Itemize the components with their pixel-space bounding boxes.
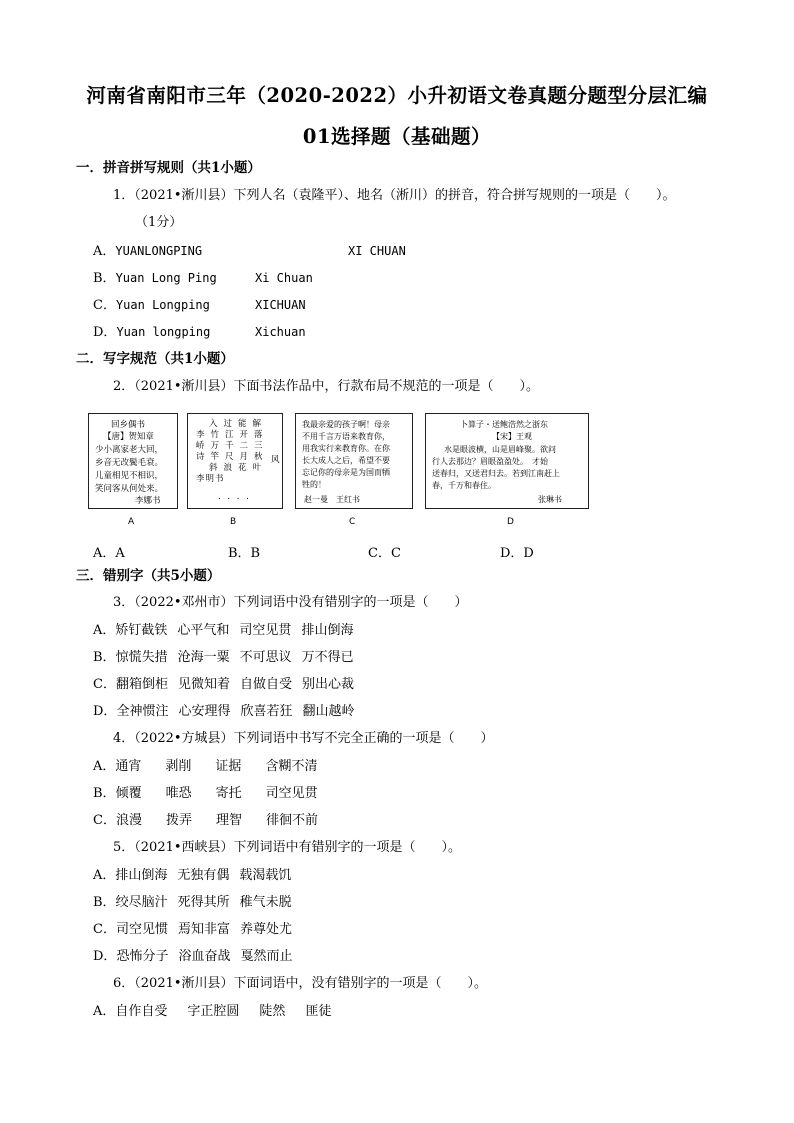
option-letter: C． bbox=[93, 922, 116, 937]
option-place-pinyin: XI CHUAN bbox=[348, 244, 406, 258]
panel-signature: 李娜书 bbox=[135, 496, 161, 506]
word: 惊慌失措 bbox=[115, 650, 168, 665]
question-3-option-a bbox=[93, 623, 363, 639]
section-heading-typos: 三．错别字（共5小题） bbox=[76, 568, 221, 584]
panel-line: 忘记你的母亲是为国而牺 bbox=[302, 468, 390, 477]
question-5-option-a bbox=[93, 868, 301, 884]
question-4-option-c bbox=[93, 813, 328, 829]
panel-line: 不用千言万语来教育你， bbox=[302, 432, 390, 441]
panel-line: 水是眼波横，山是眉峰聚。欲问 bbox=[444, 445, 556, 454]
question-5-option-b bbox=[93, 895, 302, 911]
question-4-option-b bbox=[93, 786, 328, 802]
section-heading-pinyin: 一．拼音拼写规则（共1小题） bbox=[76, 160, 261, 176]
word: 排山倒海 bbox=[301, 623, 354, 638]
calligraphy-panel-b bbox=[187, 413, 283, 509]
word: 绞尽脑汁 bbox=[115, 895, 168, 910]
panel-line: 我最亲爱的孩子啊！母亲 bbox=[302, 420, 390, 429]
word: 心安理得 bbox=[178, 704, 231, 719]
question-3-option-c bbox=[93, 677, 364, 693]
question-6-stem: 6．（2021•淅川县）下面词语中，没有错别字的一项是（ ）。 bbox=[113, 976, 488, 991]
question-3-option-b bbox=[93, 650, 364, 666]
panel-row: 诗竿尺月秋 bbox=[196, 452, 269, 462]
word: 见微知着 bbox=[177, 677, 230, 692]
option-place-pinyin: XICHUAN bbox=[255, 298, 306, 312]
panel-line: 行人去那边？眉眼盈盈处。 才始 bbox=[432, 457, 548, 466]
word: 陡然 bbox=[259, 1004, 286, 1019]
panel-line: 牲的！ bbox=[302, 480, 326, 489]
question-6-option-a bbox=[93, 1004, 341, 1020]
word: 含糊不清 bbox=[265, 759, 318, 774]
panel-row: 李竹江开落 bbox=[196, 430, 269, 440]
panel-row: 入过能解 bbox=[209, 419, 268, 429]
word: 唯恐 bbox=[165, 786, 192, 801]
word: 自作自受 bbox=[115, 1004, 168, 1019]
option-letter: A． bbox=[93, 1004, 116, 1019]
word: 司空见惯 bbox=[115, 922, 168, 937]
word: 匪徒 bbox=[305, 1004, 332, 1019]
word: 稚气未脱 bbox=[239, 895, 292, 910]
panel-line: 用我实行来教育你。在你 bbox=[302, 444, 390, 453]
panel-line: 少小离家老大回， bbox=[95, 445, 164, 455]
option-letter: C． bbox=[93, 298, 116, 313]
option-letter: D． bbox=[93, 325, 117, 340]
option-letter: C． bbox=[93, 813, 116, 828]
panel-line: 乡音无改鬓毛衰。 bbox=[95, 458, 164, 468]
question-2-stem: 2．（2021•淅川县）下面书法作品中，行款布局不规范的一项是（ ）。 bbox=[113, 379, 540, 394]
option-letter: D． bbox=[93, 949, 117, 964]
option-letter: B． bbox=[93, 271, 116, 286]
option-letter: B． bbox=[93, 650, 116, 665]
word: 徘徊不前 bbox=[266, 813, 319, 828]
page-subtitle: 01选择题（基础题） bbox=[302, 125, 492, 148]
word: 自做自受 bbox=[239, 677, 292, 692]
word: 倾覆 bbox=[115, 786, 142, 801]
question-5-stem: 5．（2021•西峡县）下列词语中有错别字的一项是（ ）。 bbox=[113, 840, 462, 855]
panel-line: 【唐】贺知章 bbox=[103, 432, 155, 442]
word: 浴血奋战 bbox=[178, 949, 231, 964]
panel-label-c: C bbox=[349, 517, 356, 527]
panel-wind-char: 风 bbox=[271, 455, 280, 465]
word: 司空见贯 bbox=[239, 623, 292, 638]
word: 养尊处尤 bbox=[239, 922, 292, 937]
word: 寄托 bbox=[215, 786, 242, 801]
word: 翻箱倒柜 bbox=[115, 677, 168, 692]
word: 无独有偶 bbox=[177, 868, 230, 883]
calligraphy-panel-c bbox=[295, 413, 413, 509]
word: 恐怖分子 bbox=[116, 949, 169, 964]
option-letter: A． bbox=[93, 868, 116, 883]
option-letter: A． bbox=[93, 759, 116, 774]
word: 死得其所 bbox=[177, 895, 230, 910]
panel-line: 送春归，又送君归去。若到江南赶上 bbox=[432, 469, 560, 478]
option-place-pinyin: Xichuan bbox=[255, 325, 306, 339]
word: 司空见贯 bbox=[265, 786, 318, 801]
question-2-option-c: C．C bbox=[368, 546, 401, 561]
word: 载渴载饥 bbox=[239, 868, 292, 883]
panel-label-a: A bbox=[128, 517, 135, 527]
section-heading-writing: 二．写字规范（共1小题） bbox=[76, 351, 234, 367]
panel-line: 春，千万和春住。 bbox=[432, 481, 496, 490]
word: 心平气和 bbox=[177, 623, 230, 638]
question-2-option-b: B．B bbox=[228, 546, 261, 561]
panel-signature: 张琳书 bbox=[538, 495, 562, 504]
word: 矫钉截铁 bbox=[115, 623, 168, 638]
panel-label-d: D bbox=[507, 517, 514, 527]
panel-line: 笑问客从何处来。 bbox=[95, 484, 164, 494]
word: 剥削 bbox=[165, 759, 192, 774]
panel-row: 峤万千二三 bbox=[196, 441, 269, 451]
question-3-stem: 3．（2022•邓州市）下列词语中没有错别字的一项是（ ） bbox=[113, 595, 468, 610]
option-place-pinyin: Xi Chuan bbox=[255, 271, 313, 285]
panel-row: 斜浪花叶 bbox=[209, 463, 268, 473]
question-2-option-d: D．D bbox=[500, 546, 534, 561]
word: 焉知非富 bbox=[177, 922, 230, 937]
calligraphy-panel-a bbox=[88, 413, 178, 509]
question-3-option-d bbox=[93, 704, 365, 720]
panel-line: 【宋】王观 bbox=[492, 432, 532, 441]
word: 别出心裁 bbox=[302, 677, 355, 692]
word: 证据 bbox=[215, 759, 242, 774]
panel-line: 儿童相见不相识， bbox=[95, 471, 164, 481]
option-letter: B． bbox=[93, 895, 116, 910]
question-1-option-b bbox=[93, 270, 313, 287]
question-2-option-a: A．A bbox=[93, 546, 125, 561]
question-1-score: （1分） bbox=[135, 215, 183, 230]
option-letter: A． bbox=[93, 244, 116, 259]
question-1-stem: 1．（2021•淅川县）下列人名（袁隆平）、地名（淅川）的拼音，符合拼写规则的一项是（ ）。 bbox=[113, 188, 676, 203]
word: 不可思议 bbox=[239, 650, 292, 665]
calligraphy-panel-d bbox=[425, 413, 589, 509]
question-1-option-c bbox=[93, 297, 306, 314]
word: 浪漫 bbox=[115, 813, 142, 828]
panel-signature: 赵一曼 王红书 bbox=[304, 495, 360, 504]
word: 万不得已 bbox=[301, 650, 354, 665]
question-5-option-d bbox=[93, 949, 302, 965]
panel-label-b: B bbox=[230, 517, 237, 527]
question-4-stem: 4．（2022•方城县）下列词语中书写不完全正确的一项是（ ） bbox=[113, 731, 494, 746]
option-letter: B． bbox=[93, 786, 116, 801]
word: 字正腔圆 bbox=[187, 1004, 240, 1019]
panel-line: 长大成人之后，希望不要 bbox=[302, 456, 390, 465]
option-name-pinyin: Yuan longping bbox=[116, 325, 211, 339]
page-title: 河南省南阳市三年（2020-2022）小升初语文卷真题分题型分层汇编 bbox=[86, 84, 708, 107]
word: 欣喜若狂 bbox=[240, 704, 293, 719]
panel-column bbox=[196, 419, 286, 485]
option-name-pinyin: YUANLONGPING bbox=[115, 244, 203, 258]
question-1-option-d bbox=[93, 324, 306, 341]
question-1-option-a bbox=[93, 243, 406, 260]
word: 拨弄 bbox=[165, 813, 192, 828]
word: 理智 bbox=[215, 813, 242, 828]
panel-line: 回乡偶书 bbox=[111, 420, 146, 430]
question-5-option-c bbox=[93, 922, 302, 938]
word: 戛然而止 bbox=[240, 949, 293, 964]
option-letter: D． bbox=[93, 704, 117, 719]
word: 沧海一粟 bbox=[177, 650, 230, 665]
option-name-pinyin: Yuan Longping bbox=[115, 298, 210, 312]
word: 全神惯注 bbox=[116, 704, 169, 719]
panel-row: 李明书 bbox=[196, 474, 225, 484]
question-4-option-a bbox=[93, 759, 327, 775]
word: 翻山越岭 bbox=[302, 704, 355, 719]
option-letter: C． bbox=[93, 677, 116, 692]
option-name-pinyin: Yuan Long Ping bbox=[115, 271, 217, 285]
option-letter: A． bbox=[93, 623, 116, 638]
panel-line: 卜算子・送鲍浩然之浙东 bbox=[460, 420, 548, 429]
word: 排山倒海 bbox=[115, 868, 168, 883]
panel-dots: . . . . bbox=[218, 492, 251, 502]
word: 通宵 bbox=[115, 759, 142, 774]
